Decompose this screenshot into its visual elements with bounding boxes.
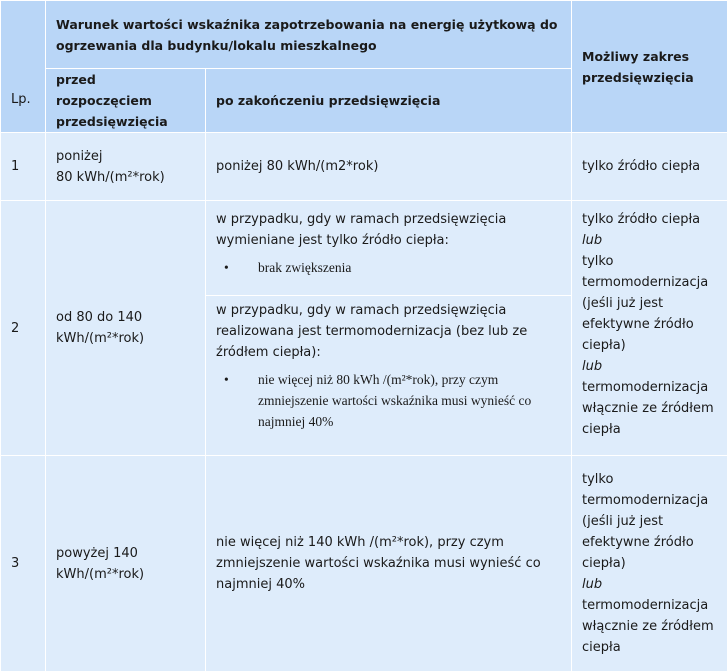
- scope-option: tylko termomodernizacja (jeśli już jest efektywne źródło ciepła): [582, 251, 717, 356]
- case-intro: w przypadku, gdy w ramach przedsięwzięcia realizowana jest termomodernizacja (bez lub ze źródłem ciepła):: [216, 300, 561, 363]
- row-scope: [572, 201, 727, 456]
- list-item: [216, 369, 561, 432]
- table-row: [1, 456, 727, 672]
- scope-option: termomodernizacja włącznie ze źródłem ciepła: [582, 377, 717, 440]
- case-intro: w przypadku, gdy w ramach przedsięwzięcia wymieniane jest tylko źródło ciepła:: [216, 209, 561, 251]
- header-before: przed rozpoczęciem przedsięwzięcia: [46, 69, 206, 133]
- scope-option: tylko źródło ciepła: [582, 209, 717, 230]
- bullet-icon: •: [216, 257, 258, 278]
- before-line: poniżej: [56, 146, 195, 167]
- header-row-1: [1, 1, 727, 69]
- after-case-heat-source: [206, 201, 571, 296]
- row-scope: [572, 456, 727, 672]
- row-after: poniżej 80 kWh/(m2*rok): [206, 133, 572, 201]
- scope-or: lub: [582, 230, 717, 251]
- row-scope: tylko źródło ciepła: [572, 133, 727, 201]
- after-case-thermomodernization: [206, 296, 571, 432]
- table-row: [1, 201, 727, 456]
- row-before: [46, 133, 206, 201]
- row-before: powyżej 140 kWh/(m²*rok): [46, 456, 206, 672]
- table-row: [1, 133, 727, 201]
- scope-option: termomodernizacja włącznie ze źródłem ciepła: [582, 595, 717, 658]
- row-before: od 80 do 140 kWh/(m²*rok): [46, 201, 206, 456]
- bullet-text: brak zwiększenia: [258, 257, 351, 278]
- row-lp: 1: [1, 133, 46, 201]
- bullet-text: nie więcej niż 80 kWh /(m²*rok), przy czym zmniejszenie wartości wskaźnika musi wynieść co najmniej 40%: [258, 369, 561, 432]
- scope-or: lub: [582, 574, 717, 595]
- before-line: 80 kWh/(m²*rok): [56, 167, 195, 188]
- header-scope: Możliwy zakres przedsięwzięcia: [572, 1, 727, 133]
- header-after: po zakończeniu przedsięwzięcia: [206, 69, 572, 133]
- scope-option: tylko termomodernizacja (jeśli już jest efektywne źródło ciepła): [582, 469, 717, 574]
- scope-or: lub: [582, 356, 717, 377]
- row-lp: 3: [1, 456, 46, 672]
- row-after: [206, 201, 572, 456]
- bullet-icon: •: [216, 369, 258, 432]
- list-item: [216, 257, 561, 278]
- row-lp: 2: [1, 201, 46, 456]
- header-condition-group: Warunek wartości wskaźnika zapotrzebowania na energię użytkową do ogrzewania dla budynku/lokalu mieszkalnego: [46, 1, 572, 69]
- header-lp: Lp.: [1, 1, 46, 133]
- row-after: nie więcej niż 140 kWh /(m²*rok), przy czym zmniejszenie wartości wskaźnika musi wynieść co najmniej 40%: [206, 456, 572, 672]
